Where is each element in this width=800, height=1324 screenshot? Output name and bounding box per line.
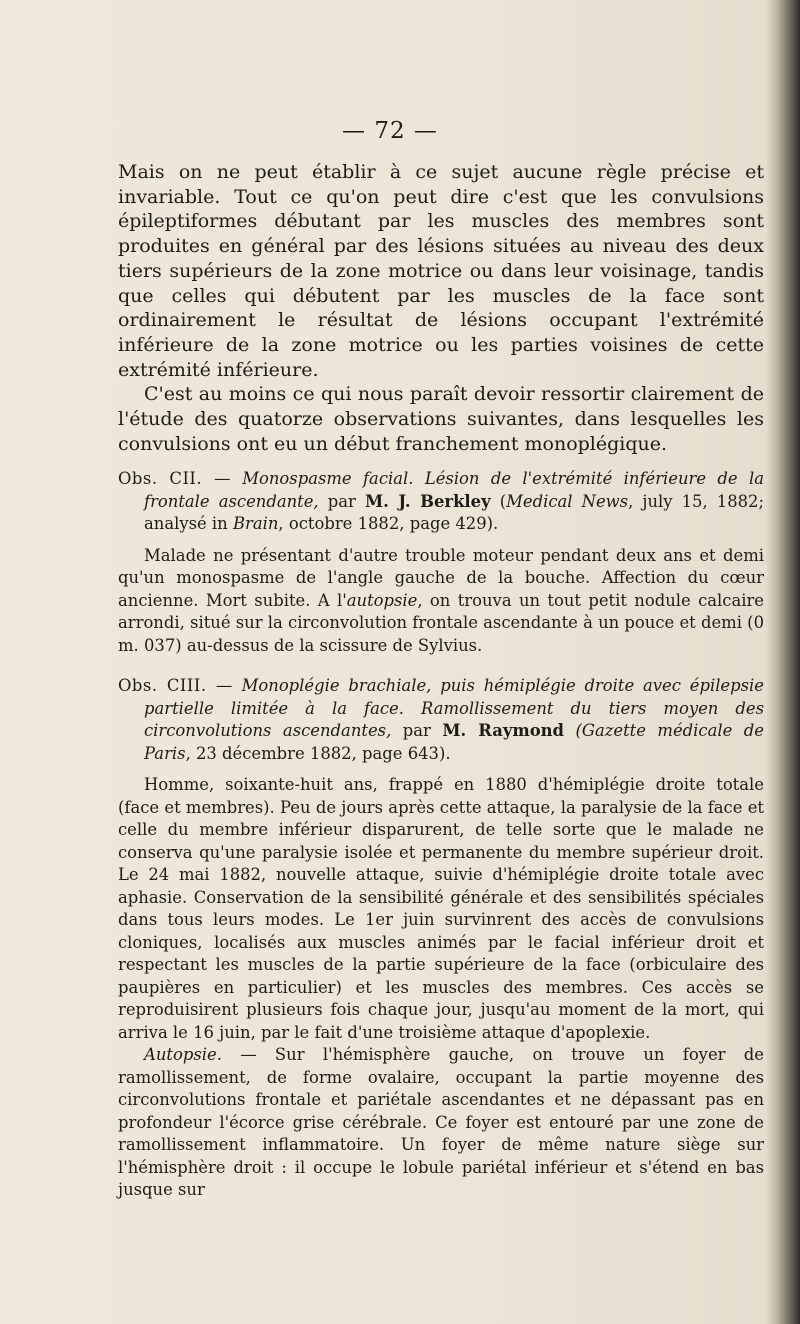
obs-ciii-source-rest: , 23 décembre 1882, page 643). [185, 743, 451, 763]
obs-cii-label: Obs. CII. — [118, 469, 231, 489]
obs-ciii-body-2-text: — Sur l'hémisphère gauche, on trouve un foyer de ramollissement, de forme ovalaire, occupant la partie moyenne des circonvolutions frontale et pariétale ascendantes et ne dépassant pas en profondeur l'écorce grise cérébrale. Ce foyer est entouré par une zone de ramollissement inflammatoire. Un foyer de même nature siège sur l'hémisphère droit : il occupe le lobule pariétal inférieur et s'étend en bas jusque sur [118, 1045, 764, 1200]
page-number: — 72 — [342, 118, 438, 144]
obs-ciii-body-1: Homme, soixante-huit ans, frappé en 1880 d'hémiplégie droite totale (face et membres). Peu de jours après cette attaque, la paralysie de la face et celle du membre inférieur disparurent, de telle sorte que le malade ne conserva qu'une paralysie isolée et permanente du membre supérieur droit. Le 24 mai 1882, nouvelle attaque, suivie d'hémiplégie droite totale avec aphasie. Conservation de la sensibilité générale et des sensibilités spéciales dans tous leurs modes. Le 1er juin survinrent des accès de convulsions cloniques, localisés aux muscles animés par le facial inférieur droit et respectant les muscles de la partie supérieure de la face (orbiculaire des paupières en particulier) et les muscles des membres. Ces accès se reproduisirent plusieurs fois chaque jour, jusqu'au moment de la mort, qui arriva le 16 juin, par le fait d'une troisième attaque d'apoplexie. [118, 775, 764, 1042]
obs-cii-body-before: Malade ne présentant d'autre trouble moteur pendant deux ans et demi qu'un monospasme de l'angle gauche de la bouche. Affection du cœur ancienne. Mort subite. A l' [118, 545, 764, 610]
intro-paragraph-2: C'est au moins ce qui nous paraît devoir ressortir clairement de l'étude des quatorze observations suivantes, dans lesquelles les convulsions ont eu un début franchement monoplégique. [118, 383, 764, 455]
obs-cii-body-after: , on trouva un tout petit nodule calcaire arrondi, situé sur la circonvolution frontale ascendante à un pouce et demi (0 m. 037) au-dessus de la scissure de Sylvius. [118, 590, 764, 655]
obs-cii-par: par [327, 491, 356, 511]
obs-cii-source2-rest: , octobre 1882, page 429). [278, 514, 499, 534]
page-content [118, 160, 764, 1202]
obs-cii-body-italic: autopsie [346, 590, 418, 610]
page-edge-shadow [766, 0, 800, 1324]
obs-ciii-autopsie-label: Autopsie. [144, 1045, 222, 1065]
obs-cii-heading [118, 468, 764, 536]
obs-cii-title: Monospasme facial. Lésion de l'extrémité inférieure de la frontale ascendante, [144, 469, 764, 511]
obs-ciii-par: par [402, 721, 431, 741]
obs-ciii-source: (Gazette médicale de Paris [144, 721, 764, 763]
obs-cii-author: M. J. Berkley [364, 491, 491, 511]
obs-cii-source: Medical News [506, 491, 629, 511]
obs-cii-source2: Brain [232, 514, 279, 534]
obs-ciii-title: Monoplégie brachiale, puis hémiplégie droite avec épilepsie partielle limitée à la face. Ramollissement du tiers moyen des circonvolutions ascendantes, [144, 676, 764, 741]
intro-paragraph-1: Mais on ne peut établir à ce sujet aucune règle précise et invariable. Tout ce qu'on peut dire c'est que les convulsions épileptiformes débutant par les muscles des membres sont produites en général par des lésions situées au niveau des deux tiers supérieurs de la zone motrice ou dans leur voisinage, tandis que celles qui débutent par les muscles de la face sont ordinairement le résultat de lésions occupant l'extrémité inférieure de la zone motrice ou les parties voisines de cette extrémité inférieure. [118, 161, 764, 381]
obs-ciii-author: M. Raymond [442, 721, 564, 741]
obs-cii-source-rest: , july 15, 1882; analysé in [144, 491, 764, 534]
obs-cii-source-open: ( [499, 491, 507, 511]
obs-cii-body [118, 545, 764, 658]
obs-ciii-heading [118, 675, 764, 765]
obs-ciii-label: Obs. CIII. — [118, 676, 233, 696]
obs-ciii-body-2 [118, 1044, 764, 1202]
